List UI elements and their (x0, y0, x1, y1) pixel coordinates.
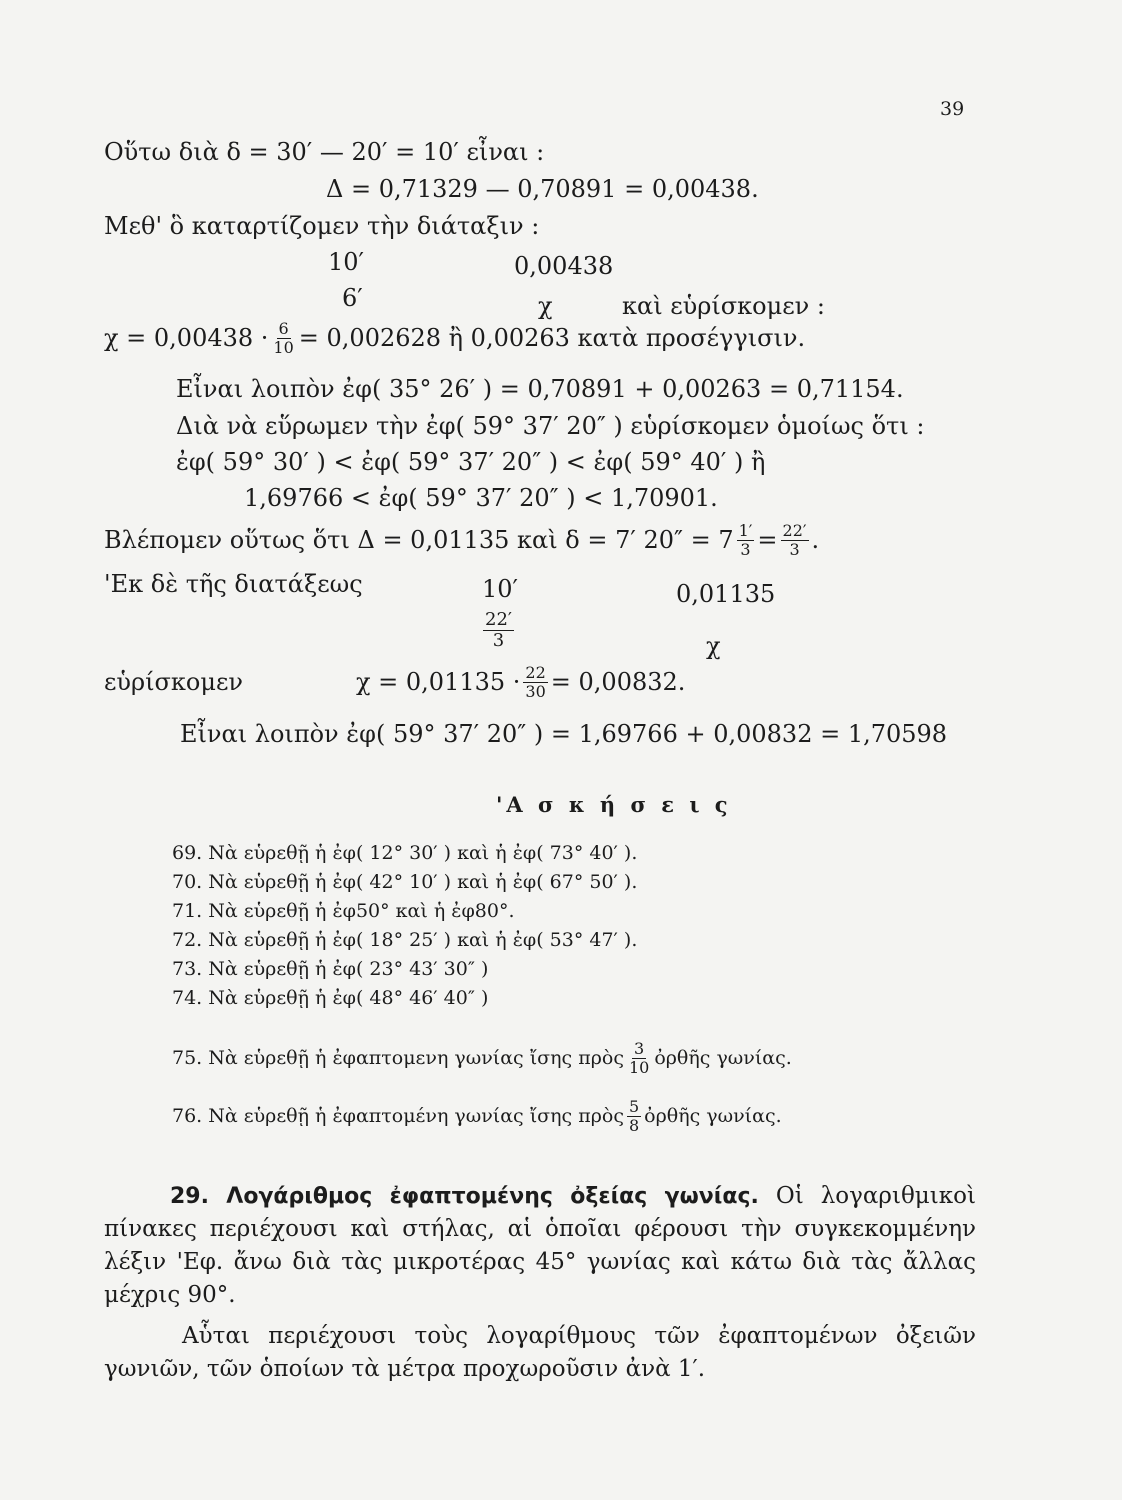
denominator: 3 (492, 629, 505, 651)
text-line: Εἶναι λοιπὸν ἐφ( 59° 37′ 20″ ) = 1,69766 + 0,00832 = 1,70598 (180, 720, 948, 748)
table-cell: 0,00438 (514, 252, 614, 280)
fraction (523, 664, 547, 700)
text-line: καὶ εὑρίσκομεν : (622, 292, 825, 320)
page-number: 39 (940, 98, 965, 120)
numerator: 1′ (738, 521, 753, 540)
numerator: 5 (628, 1097, 640, 1116)
text-line: Οὕτω διὰ δ = 30′ — 20′ = 10′ εἶναι : (104, 138, 545, 166)
table-cell: χ (538, 292, 553, 320)
fraction (271, 320, 295, 356)
table-cell: χ (706, 632, 721, 660)
exercise-item (172, 1040, 792, 1076)
section-paragraph (104, 1180, 976, 1312)
formula-text: = 0,002628 ἢ 0,00263 κατὰ προσέγγισιν. (298, 324, 806, 353)
text-line: Μεθ' ὃ καταρτίζομεν τὴν διάταξιν : (104, 212, 540, 240)
formula-line (104, 320, 805, 356)
text-line: 'Εκ δὲ τῆς διατάξεως (104, 570, 363, 598)
denominator: 3 (789, 539, 800, 559)
section-heading: 29. Λογάριθμος ἐφαπτομένης ὀξείας γωνίας. (170, 1184, 759, 1209)
exercise-item: 71. Νὰ εὑρεθῇ ἡ ἐφ50° καὶ ἡ ἐφ80°. (172, 900, 515, 922)
denominator: 8 (628, 1115, 640, 1135)
exercises-title: 'Α σ κ ή σ ε ι ς (496, 792, 732, 817)
formula-text: Βλέπομεν οὕτως ὅτι Δ = 0,01135 καὶ δ = 7′ 20″ = 7 (104, 526, 734, 555)
fraction (781, 522, 809, 558)
fraction (480, 610, 517, 651)
exercise-text: ὀρθῆς γωνίας. (644, 1105, 782, 1128)
text-line: Εἶναι λοιπὸν ἐφ( 35° 26′ ) = 0,70891 + 0,00263 = 0,71154. (176, 375, 904, 403)
exercise-item (172, 1098, 782, 1134)
table-cell: 10′ (328, 248, 364, 276)
exercise-item: 72. Νὰ εὑρεθῇ ἡ ἐφ( 18° 25′ ) καὶ ἡ ἐφ( 53° 47′ ). (172, 929, 638, 951)
numerator: 22 (525, 663, 546, 682)
exercise-item: 70. Νὰ εὑρεθῇ ἡ ἐφ( 42° 10′ ) καὶ ἡ ἐφ( 67° 50′ ). (172, 871, 638, 893)
formula-text: = (757, 526, 778, 555)
table-cell: 6′ (342, 284, 363, 312)
fraction (627, 1098, 641, 1134)
denominator: 10 (628, 1057, 650, 1077)
table-cell: 0,01135 (676, 580, 776, 608)
paragraph-text: Οἱ λογαριθμικοὶ πίνακες περιέχουσι καὶ στήλας, αἱ ὁποῖαι φέρουσι τὴν συγκεκομμένην λέξιν 'Εφ. ἄνω διὰ τὰς μικροτέρας 45° γωνίας καὶ κάτω διὰ τὰς ἄλλας μέχρις 90°. (104, 1183, 977, 1308)
text-line: 1,69766 < ἐφ( 59° 37′ 20″ ) < 1,70901. (244, 484, 718, 512)
exercise-text: 76. Νὰ εὑρεθῇ ἡ ἐφαπτομένη γωνίας ἴσης πρὸς (172, 1105, 624, 1128)
numerator: 6 (278, 319, 289, 338)
formula-line (356, 664, 685, 700)
numerator: 22′ (782, 521, 807, 540)
table-cell: 10′ (482, 575, 518, 603)
formula-text: = 0,00832. (550, 668, 686, 697)
exercise-item: 69. Νὰ εὑρεθῇ ἡ ἐφ( 12° 30′ ) καὶ ἡ ἐφ( 73° 40′ ). (172, 842, 638, 864)
exercise-item: 73. Νὰ εὑρεθῇ ἡ ἐφ( 23° 43′ 30″ ) (172, 958, 489, 980)
fraction (627, 1040, 651, 1076)
formula-text: . (811, 526, 820, 555)
text-line: Δ = 0,71329 — 0,70891 = 0,00438. (326, 175, 759, 203)
denominator: 10 (273, 337, 294, 357)
numerator: 3 (634, 1039, 645, 1058)
fraction (737, 522, 755, 558)
exercise-item: 74. Νὰ εὑρεθῇ ἡ ἐφ( 48° 46′ 40″ ) (172, 987, 489, 1009)
denominator: 3 (740, 539, 751, 559)
text-line: Διὰ νὰ εὕρωμεν τὴν ἐφ( 59° 37′ 20″ ) εὑρίσκομεν ὁμοίως ὅτι : (176, 412, 925, 440)
exercise-text: 75. Νὰ εὑρεθῇ ἡ ἐφαπτομενη γωνίας ἴσης πρὸς (172, 1047, 624, 1070)
text-line: ἐφ( 59° 30′ ) < ἐφ( 59° 37′ 20″ ) < ἐφ( 59° 40′ ) ἢ (176, 448, 766, 476)
exercise-text: ὀρθῆς γωνίας. (654, 1047, 792, 1070)
formula-line (104, 522, 819, 558)
section-paragraph: Αὗται περιέχουσι τοὺς λογαρίθμους τῶν ἐφαπτομένων ὀξειῶν γωνιῶν, τῶν ὁποίων τὰ μέτρα προχωροῦσιν ἀνὰ 1′. (104, 1323, 976, 1382)
denominator: 30 (525, 681, 546, 701)
text-line: εὑρίσκομεν (104, 668, 243, 696)
formula-text: χ = 0,01135 · (356, 668, 521, 697)
numerator: 22′ (485, 609, 512, 630)
formula-text: χ = 0,00438 · (104, 324, 269, 353)
